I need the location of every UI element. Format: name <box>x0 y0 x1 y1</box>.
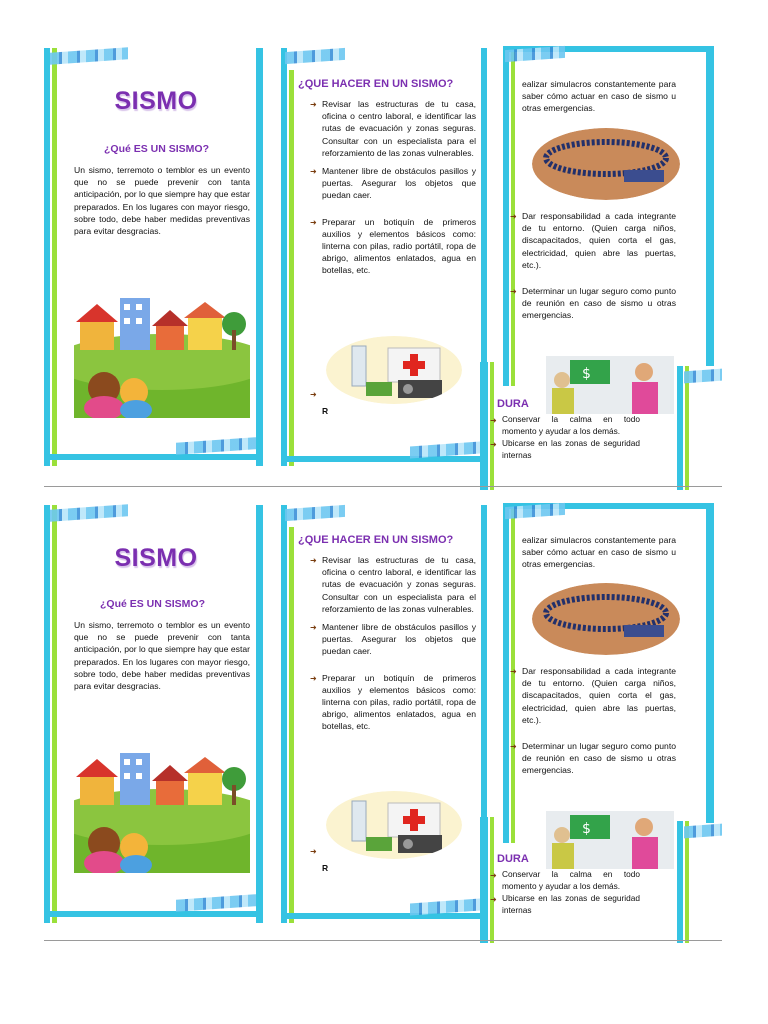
drill-photo <box>532 128 680 200</box>
page-title: SISMO <box>114 87 198 115</box>
frame-dura-left <box>480 362 488 490</box>
frame-left <box>281 48 287 466</box>
svg-text:$: $ <box>582 821 591 837</box>
list-item: ➜ Preparar un botiquín de primeros auxilios y elementos básicos como: linterna con pilas, radio portátil, ropa de abrigo, alimentos enlatados, agua en botellas, etc. <box>310 216 476 276</box>
definition-text: Un sismo, terremoto o temblor es un evento que no se puede prevenir con tanta anticipación, por lo que siempre hay que estar preparados. En los lugares con mayor riesgo, sobre todo, debe haber medidas preventivas para evitar desgracias. <box>74 620 250 692</box>
section-heading: ¿QUE HACER EN UN SISMO? <box>298 534 454 546</box>
prep-list <box>510 210 676 328</box>
frame-left <box>44 505 50 923</box>
list-item: ➜ Determinar un lugar seguro como punto de reunión en caso de sismo u otras emergencias. <box>510 741 676 776</box>
exit-sign-photo <box>546 356 674 414</box>
frame-left-inner <box>52 505 57 923</box>
tape-bottom <box>176 437 256 455</box>
tape-top <box>285 505 345 521</box>
list-item: ➜ Revisar las estructuras de tu casa, oficina o centro laboral, e identificar las rutas de evacuación y zonas seguras. Consultar con un especialista para el reforzamiento de las zonas vulnerables. <box>310 99 476 158</box>
frame-right <box>256 48 263 466</box>
frame-dura-right-inner <box>685 821 689 943</box>
frame-left-inner <box>289 70 294 466</box>
tape-top <box>50 47 128 64</box>
frame-dura-left <box>480 817 488 943</box>
divider <box>44 940 722 941</box>
question-heading: ¿Qué ES UN SISMO? <box>104 143 210 155</box>
dura-heading: DURA <box>497 853 529 865</box>
drill-photo <box>532 583 680 655</box>
arrow-icon: ➜ <box>490 895 497 904</box>
frame-right <box>706 46 714 366</box>
simulacros-text: ealizar simulacros constantemente para saber cómo actuar en caso de sismo u otras emergencias. <box>522 79 676 114</box>
brochure-copy-2 <box>0 497 768 947</box>
svg-text:$: $ <box>582 366 591 382</box>
simulacros-text: ealizar simulacros constantemente para saber cómo actuar en caso de sismo u otras emergencias. <box>522 535 676 570</box>
list-item: ➜ Dar responsabilidad a cada integrante de tu entorno. (Quien carga niños, discapacitados, quien corta el gas, electricidad, quien abre las puertas, etc.). <box>510 211 676 270</box>
arrow-icon: ➜ <box>510 742 517 752</box>
frame-dura-right <box>677 821 683 943</box>
frame-right <box>706 503 714 823</box>
list-item: ➜ Mantener libre de obstáculos pasillos y puertas. Asegurar los objetos que puedan caer. <box>310 166 476 201</box>
divider <box>44 486 722 487</box>
first-aid-kit-image <box>326 336 462 404</box>
list-item: ➜ Determinar un lugar seguro como punto de reunión en caso de sismo u otras emergencias. <box>510 286 676 321</box>
partial-text: R <box>322 406 329 416</box>
arrow-icon: ➜ <box>310 100 317 109</box>
tape-dura <box>684 369 722 384</box>
question-heading: ¿Qué ES UN SISMO? <box>100 598 206 610</box>
tape-bottom <box>176 894 256 912</box>
tape-top <box>285 48 345 64</box>
exit-sign-photo <box>546 811 674 869</box>
dura-heading: DURA <box>497 398 529 410</box>
frame-bottom <box>281 913 487 919</box>
arrow-icon: ➜ <box>310 390 317 399</box>
steps-list <box>310 98 476 283</box>
frame-right <box>256 505 263 923</box>
steps-list <box>310 554 476 739</box>
frame-left <box>44 48 50 466</box>
first-aid-kit-image <box>326 791 462 859</box>
arrow-icon: ➜ <box>510 212 517 221</box>
page-title: SISMO <box>114 544 198 572</box>
prep-list <box>510 665 676 783</box>
frame-bottom <box>281 456 487 462</box>
frame-left <box>503 503 509 843</box>
tape-top <box>50 504 128 521</box>
arrow-icon: ➜ <box>310 673 317 683</box>
houses-illustration <box>74 290 250 418</box>
frame-bottom <box>44 911 263 917</box>
list-item: ➜ Ubicarse en las zonas de seguridad internas <box>490 893 640 915</box>
arrow-icon: ➜ <box>310 217 317 227</box>
frame-left-inner <box>289 527 294 923</box>
dura-list <box>490 869 640 922</box>
list-item: ➜ Conservar la calma en todo momento y ayudar a los demás. <box>490 414 640 436</box>
arrow-icon: ➜ <box>490 440 497 449</box>
section-heading: ¿QUE HACER EN UN SISMO? <box>298 78 454 90</box>
houses-illustration <box>74 745 250 873</box>
list-item: ➜ Mantener libre de obstáculos pasillos y puertas. Asegurar los objetos que puedan caer. <box>310 622 476 657</box>
dura-list <box>490 414 640 467</box>
list-item: ➜ Preparar un botiquín de primeros auxilios y elementos básicos como: linterna con pilas, radio portátil, ropa de abrigo, alimentos enlatados, agua en botellas, etc. <box>310 672 476 732</box>
frame-bottom <box>44 454 263 460</box>
list-item: ➜ Conservar la calma en todo momento y ayudar a los demás. <box>490 869 640 891</box>
frame-dura-right-inner <box>685 366 689 490</box>
arrow-icon: ➜ <box>310 623 317 633</box>
arrow-icon: ➜ <box>510 667 517 676</box>
arrow-icon: ➜ <box>310 556 317 565</box>
frame-left <box>281 505 287 923</box>
tape-dura <box>684 824 722 839</box>
frame-left <box>503 46 509 386</box>
list-item: ➜ Dar responsabilidad a cada integrante de tu entorno. (Quien carga niños, discapacitados, quien corta el gas, electricidad, quien abre las puertas, etc.). <box>510 666 676 725</box>
frame-dura-right <box>677 366 683 490</box>
arrow-icon: ➜ <box>510 287 517 297</box>
list-item: ➜ Revisar las estructuras de tu casa, oficina o centro laboral, e identificar las rutas de evacuación y zonas seguras. Consultar con un especialista para el reforzamiento de las zonas vulnerables. <box>310 555 476 614</box>
arrow-icon: ➜ <box>310 167 317 177</box>
partial-text: R <box>322 863 329 873</box>
definition-text: Un sismo, terremoto o temblor es un evento que no se puede prevenir con tanta anticipación, por lo que siempre hay que estar preparados. En los lugares con mayor riesgo, sobre todo, debe haber medidas preventivas para evitar desgracias. <box>74 165 250 237</box>
arrow-icon: ➜ <box>310 847 317 856</box>
frame-left-inner <box>52 48 57 466</box>
list-item: ➜ Ubicarse en las zonas de seguridad internas <box>490 438 640 460</box>
brochure-copy-1 <box>0 40 768 490</box>
arrow-icon: ➜ <box>490 416 497 425</box>
arrow-icon: ➜ <box>490 871 497 880</box>
